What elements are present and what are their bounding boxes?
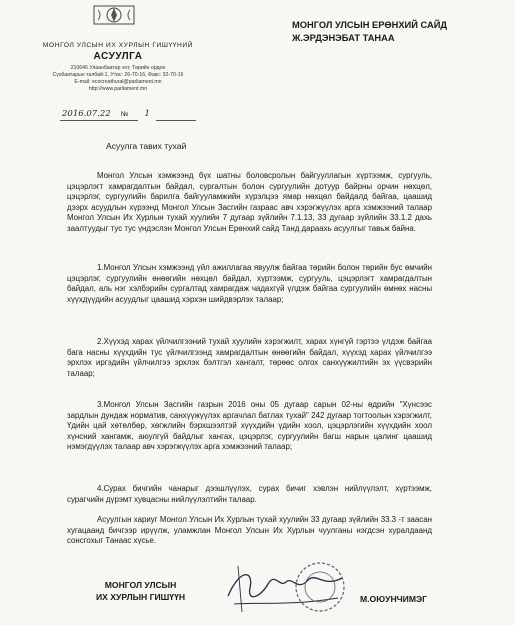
address-line: http://www.parliament.mn: [88, 86, 148, 92]
number-label: №: [120, 111, 129, 118]
subject-line: Асуулга тавих тухай: [106, 141, 187, 151]
document-type: АСУУЛГА: [93, 51, 143, 62]
paragraph-text: 2.Хүүхэд харах үйлчилгээний тухай хуулийн хэрэгжилт, харах хүнгүй гэртээ үлдэж байгаа бага насны хүүхдийн тус үйлчилгээнд хамрагдалтын өнөөгийн байдал, хүүхэд харах үйлчилгээ эрхлэх иргэдийн үйлчилгээ эрхлэх бэлтгэл хангалт, төрөөс олгох санхүүжилтийн эх үүсвэрийн талаар;: [67, 337, 432, 378]
paragraph-item-2: [67, 337, 432, 379]
paragraph-text: 4.Сурах бичгийн чанарыг дээшлүүлэх, сурах бичиг хэвлэн нийлүүлэлт, хүртээмж, сурагчийн дүрэмт хувцасны нийлүүлэлтийн талаар.: [67, 484, 432, 504]
paragraph-item-1: [67, 263, 432, 305]
state-emblem-icon: [92, 2, 136, 26]
number-underline: [156, 120, 196, 121]
signer-title: [96, 579, 185, 603]
paragraph-text: 3.Монгол Улсын Засгийн газрын 2016 оны 05 дугаар сарын 02-ны өдрийн "Хүнсээс зардлын дундаж норматив, санхүүжүүлэх аргачлал батлах тухай" 242 дугаар тогтоолын хэрэгжилт, Үдийн цай хөтөлбөр, хөгжлийн бэрхшээлтэй хүүхдийн үдийн хоол, цэцэрлэгийн хүүхдийн хоол хүнсний хангамж, аюулгүй байдлыг хангах, цэцэрлэг, сургуулийн багш нарын цалинг цаашид нэмэгдүүлэх талаар авч хэрэгжүүлэх арга хэмжээний талаар;: [67, 400, 432, 452]
paragraph-text: 1.Монгол Улсын хэмжээнд үйл ажиллагаа явуулж байгаа төрийн болон төрийн бус өмчийн цэцэрлэг, сургуулийн өнөөгийн нөхцөл байдал, хүртээмж, сургууль, цэцэрлэгт хамрагдалтын байдал, аль нэг хэлбэрийн сургалтад хамрагдаж чадахгүй үлдэж байгаа сургуулийн өмнөх насны хүүхдүүдийн асуудлыг цаашид хэрхэн шийдвэрлэх талаар;: [67, 263, 432, 304]
address-line: E-mail: ecocreathural@parliament.mn: [74, 79, 162, 85]
paragraph-item-3: [67, 400, 432, 453]
date-underline: [60, 120, 138, 121]
address-line: 210646 Улаанбаатар хот, Төрийн ордон: [70, 65, 166, 71]
document-date: 2016.07.22: [62, 109, 111, 119]
signer-name: М.ОЮУНЧИМЭГ: [360, 594, 428, 604]
signer-title-line: ИХ ХУРЛЫН ГИШҮҮН: [96, 592, 186, 602]
paragraph-closing: [67, 515, 432, 547]
addressee: [292, 19, 492, 45]
organization-name: МОНГОЛ УЛСЫН ИХ ХУРЛЫН ГИШҮҮНИЙ: [42, 42, 194, 49]
address-block: [38, 65, 198, 93]
letterhead: [38, 24, 198, 93]
document-number: 1: [144, 109, 150, 118]
addressee-name: Ж.ЭРДЭНЭБАТ ТАНАА: [292, 33, 395, 43]
paragraph-text: Асуулгын хариуг Монгол Улсын Их Хурлын тухай хуулийн 33 дугаар зүйлийн 33.3 -т заасан хугацаанд бичгээр ирүүлж, уламжлан Монгол Улсын Их Хурлын чуулганы нэгдсэн хуралдаанд сонсгохыг Танаас хүсье.: [67, 515, 432, 546]
addressee-title: МОНГОЛ УЛСЫН ЕРӨНХИЙ САЙД: [292, 20, 448, 30]
paragraph-text: Монгол Улсын хэмжээнд бүх шатны боловсролын байгууллагын хүртээмж, сургууль, цэцэрлэгт хамрагдалтын байдал, сургалтын болон сургуулийн дотуур байрны орчин нөхцөл, цэцэрлэг, сургуулийн барилга байгууламжийн хүрэлцээ ямар нөхцөл байдалд байгаа, цаашид дээрх асуудлын хүрээнд Монгол Улсын Засгийн газраас авч хэрэгжүүлэх арга хэмжээний талаар Монгол Улсын Их Хурлын тухай хуулийн 7 дугаар зүйлийн 7.1.13, 33 дугаар зүйлийн 33.1.2 дахь заалтуудыг тус тус үндэслэн Монгол Улсын Ерөнхий сайд Танд дараахь асуулгыг тавьж байна.: [67, 171, 432, 233]
paragraph-intro: [67, 171, 432, 235]
address-line: Сүхбаатарын талбай-1, Утас: 26-70-16, Факс: 32-70-16: [52, 72, 184, 78]
signer-title-line: МОНГОЛ УЛСЫН: [104, 580, 177, 590]
official-stamp-icon: [292, 560, 348, 614]
paragraph-item-4: [67, 484, 432, 505]
date-number-line: [62, 109, 150, 119]
